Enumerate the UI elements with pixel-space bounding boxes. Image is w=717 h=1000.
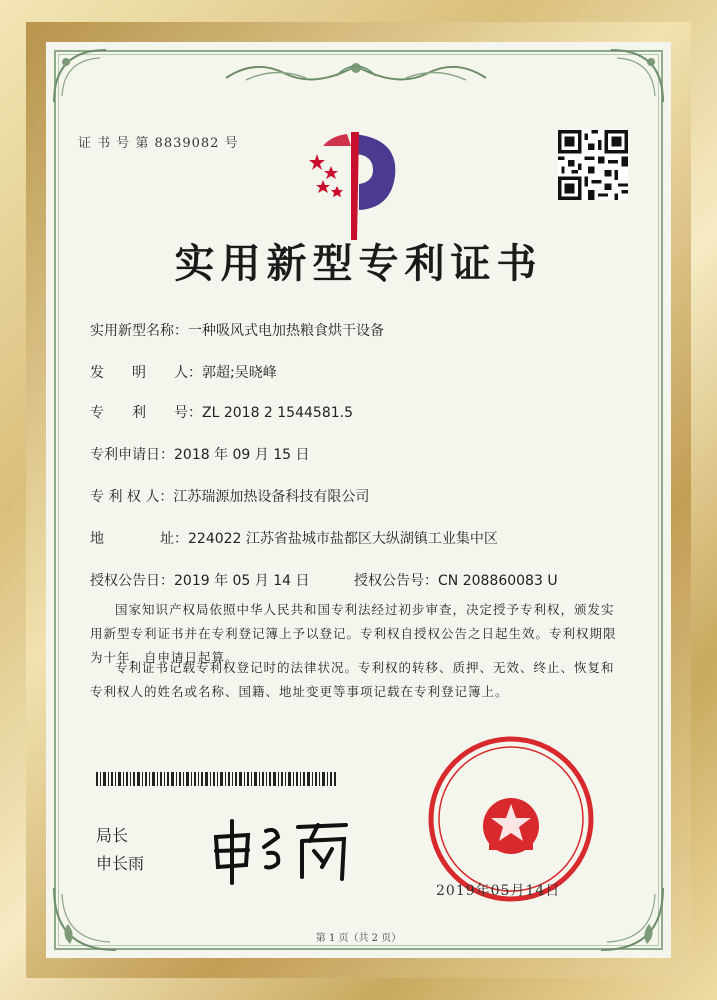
cnipa-logo-icon: [301, 124, 411, 244]
field-value: 2018 年 09 月 15 日: [174, 447, 310, 463]
field-label: 发 明 人：: [90, 365, 202, 381]
field-label: 授权公告日：: [90, 573, 174, 589]
corner-ornament-tr: [607, 46, 667, 106]
field-value: 一种吸风式电加热粮食烘干设备: [188, 323, 384, 339]
certificate-title: 实用新型专利证书: [174, 241, 543, 287]
corner-ornament-tl: [50, 46, 110, 106]
barcode-icon: [96, 772, 336, 786]
field-patent-number: [90, 402, 353, 422]
seal-date: 2019年05月14日: [436, 883, 561, 899]
statement-paragraph-1: 国家知识产权局依照中华人民共和国专利法经过初步审查，决定授予专利权，颁发实用新型专利证书并在专利登记簿上予以登记。专利权自授权公告之日起生效。专利权期限为十年，自申请日起算。: [90, 602, 617, 665]
field-utility-model-name: [90, 320, 384, 340]
director-name: 申长雨: [96, 854, 145, 873]
certificate-paper: [46, 42, 671, 958]
official-seal: [426, 734, 596, 904]
field-value: 郭超;吴晓峰: [202, 365, 277, 381]
field-inventor: [90, 362, 277, 382]
field-value: CN 208860083 U: [438, 573, 558, 589]
field-value: ZL 2018 2 1544581.5: [202, 405, 353, 421]
field-value: 江苏瑞源加热设备科技有限公司: [173, 489, 370, 505]
certificate-number-suffix: 号: [224, 136, 239, 151]
page-number: 第 1 页（共 2 页）: [315, 933, 402, 944]
statement-paragraph-2: 专利证书记载专利权登记时的法律状况。专利权的转移、质押、无效、终止、恢复和专利权人的姓名或名称、国籍、地址变更等事项记载在专利登记簿上。: [90, 660, 615, 699]
field-label: 专 利 权 人：: [90, 489, 174, 505]
field-grant-number: [354, 570, 558, 590]
field-label: 专利申请日：: [90, 447, 174, 463]
field-address: [90, 528, 498, 548]
director-block: [96, 822, 144, 878]
field-value: 224022 江苏省盐城市盐都区大纵湖镇工业集中区: [188, 531, 498, 547]
certificate-number-label: 证 书 号 第: [78, 136, 150, 151]
field-grant-date: [90, 570, 310, 590]
director-title: 局长: [96, 826, 129, 845]
certificate-number-value: 8839082: [154, 136, 220, 151]
qr-code-icon: [558, 130, 628, 200]
field-filing-date: [90, 444, 310, 464]
top-ornament: [216, 56, 496, 90]
field-value: 2019 年 05 月 14 日: [174, 573, 310, 589]
field-label: 实用新型名称：: [90, 323, 188, 339]
certificate-number: [78, 132, 239, 151]
field-label: 授权公告号：: [354, 573, 438, 589]
director-signature: [206, 807, 356, 887]
field-label: 专 利 号：: [90, 405, 202, 421]
field-label: 地 址：: [90, 531, 188, 547]
field-patentee: [90, 486, 369, 506]
